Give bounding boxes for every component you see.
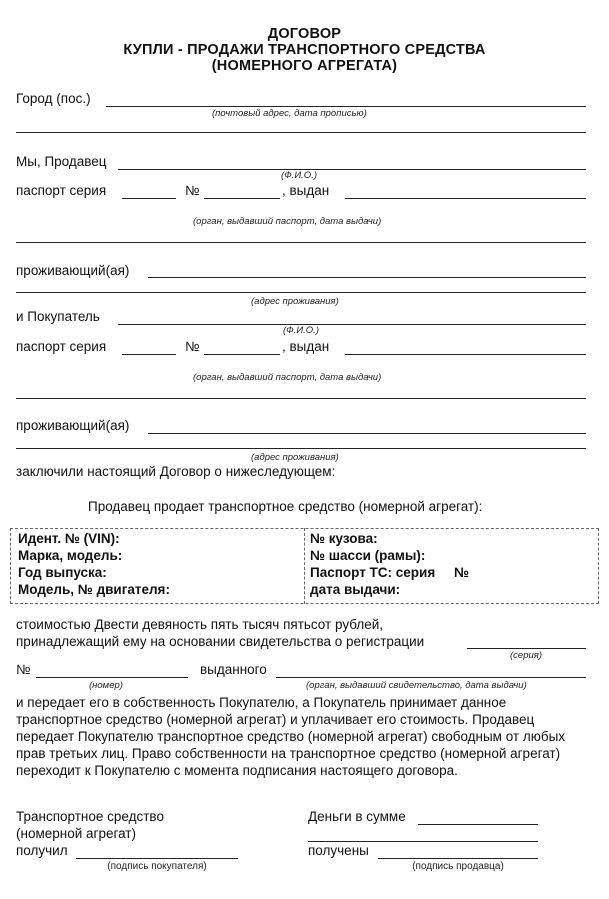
registration-issuer-field[interactable] xyxy=(276,677,586,678)
city-field-2[interactable] xyxy=(16,132,586,133)
city-field[interactable] xyxy=(106,106,586,107)
buyer-label: и Покупатель xyxy=(16,309,100,324)
doc-subtitle-2: (НОМЕРНОГО АГРЕГАТА) xyxy=(211,58,398,74)
buyer-number-sign: № xyxy=(185,339,200,354)
registration-number-field[interactable] xyxy=(36,677,188,678)
seller-label: Мы, Продавец xyxy=(16,154,107,169)
cost-text: стоимостью Двести девяность пять тысяч пятьсот рублей, xyxy=(16,617,384,632)
chassis-label: № шасси (рамы): xyxy=(310,548,426,563)
vehicle-box-divider xyxy=(304,528,305,604)
concluded-text: заключили настоящий Договор о нижеследующем: xyxy=(16,464,336,479)
doc-title: ДОГОВОР xyxy=(267,26,342,42)
seller-passport-series-field[interactable] xyxy=(122,198,176,199)
buyer-issuer-caption: (орган, выдавший паспорт, дата выдачи) xyxy=(193,372,382,383)
seller-number-sign: № xyxy=(185,183,200,198)
buyer-signature-field[interactable] xyxy=(76,858,238,859)
issue-date-label: дата выдачи: xyxy=(310,582,401,597)
seller-passport-label: паспорт серия xyxy=(16,183,107,198)
vehicle-sig-label-2: (номерной агрегат) xyxy=(16,826,136,841)
buyer-address-caption: (адрес проживания) xyxy=(251,452,339,463)
buyer-passport-label: паспорт серия xyxy=(16,339,107,354)
seller-issuer-field-2[interactable] xyxy=(16,242,586,243)
money-amount-field[interactable] xyxy=(418,824,538,825)
seller-issued-label: , выдан xyxy=(282,183,330,198)
vehicle-sig-label: Транспортное средство xyxy=(16,809,164,824)
seller-residing-label: проживающий(ая) xyxy=(16,263,130,278)
issued-by-label: выданного xyxy=(200,662,267,677)
series-caption: (серия) xyxy=(510,650,543,661)
buyer-address-field[interactable] xyxy=(148,433,586,434)
seller-issued-field[interactable] xyxy=(345,198,586,199)
seller-fio-field[interactable] xyxy=(118,169,586,170)
seller-fio-caption: (Ф.И.О.) xyxy=(281,170,317,181)
year-label: Год выпуска: xyxy=(18,565,107,580)
body-number-label: № кузова: xyxy=(310,531,378,546)
engine-label: Модель, № двигателя: xyxy=(18,582,170,597)
seller-address-caption: (адрес проживания) xyxy=(251,296,339,307)
buyer-issued-field[interactable] xyxy=(345,354,586,355)
buyer-issuer-field-2[interactable] xyxy=(16,398,586,399)
make-model-label: Марка, модель: xyxy=(18,548,123,563)
seller-signature-caption: (подпись продавца) xyxy=(412,861,504,872)
issuer-caption: (орган, выдавший свидетельство, дата выдачи) xyxy=(306,680,527,691)
seller-signature-field[interactable] xyxy=(378,858,538,859)
registration-number-sign: № xyxy=(16,662,31,677)
transfer-paragraph: и передает его в собственность Покупателю, а Покупатель принимает данное транспортное средство (номерной агрегат) и уплачивает его стоимость. Продавец передает Покупателю транспортное средство (номерной агрегат) свободным от любых прав третьих лиц. Право собственности на транспортное средство (номерной агрегат) переходит к Покупателю с момента подписания настоящего договора. xyxy=(16,695,566,778)
city-caption: (почтовый адрес, дата прописью) xyxy=(212,108,367,119)
number-caption: (номер) xyxy=(89,680,123,691)
received-money-label: получены xyxy=(308,843,369,858)
doc-subtitle: КУПЛИ - ПРОДАЖИ ТРАНСПОРТНОГО СРЕДСТВА xyxy=(123,42,486,58)
money-label: Деньги в сумме xyxy=(308,809,406,824)
buyer-issued-label: , выдан xyxy=(282,339,330,354)
city-label: Город (пос.) xyxy=(16,91,91,106)
seller-address-field-2[interactable] xyxy=(16,292,586,293)
received-label: получил xyxy=(16,843,68,858)
buyer-fio-field[interactable] xyxy=(118,324,586,325)
buyer-passport-series-field[interactable] xyxy=(122,354,176,355)
buyer-address-field-2[interactable] xyxy=(16,448,586,449)
buyer-signature-caption: (подпись покупателя) xyxy=(107,861,207,872)
sells-text: Продавец продает транспортное средство (номерной агрегат): xyxy=(88,499,483,514)
pts-label: Паспорт ТС: серия № xyxy=(310,565,470,580)
vin-label: Идент. № (VIN): xyxy=(18,531,120,546)
seller-address-field[interactable] xyxy=(148,277,586,278)
buyer-residing-label: проживающий(ая) xyxy=(16,418,130,433)
money-amount-field-2[interactable] xyxy=(308,841,538,842)
buyer-passport-number-field[interactable] xyxy=(204,354,280,355)
seller-issuer-caption: (орган, выдавший паспорт, дата выдачи) xyxy=(193,216,382,227)
registration-series-field[interactable] xyxy=(467,648,586,649)
registration-text: принадлежащий ему на основании свидетельства о регистрации xyxy=(16,634,425,649)
buyer-fio-caption: (Ф.И.О.) xyxy=(283,325,319,336)
seller-passport-number-field[interactable] xyxy=(204,198,280,199)
